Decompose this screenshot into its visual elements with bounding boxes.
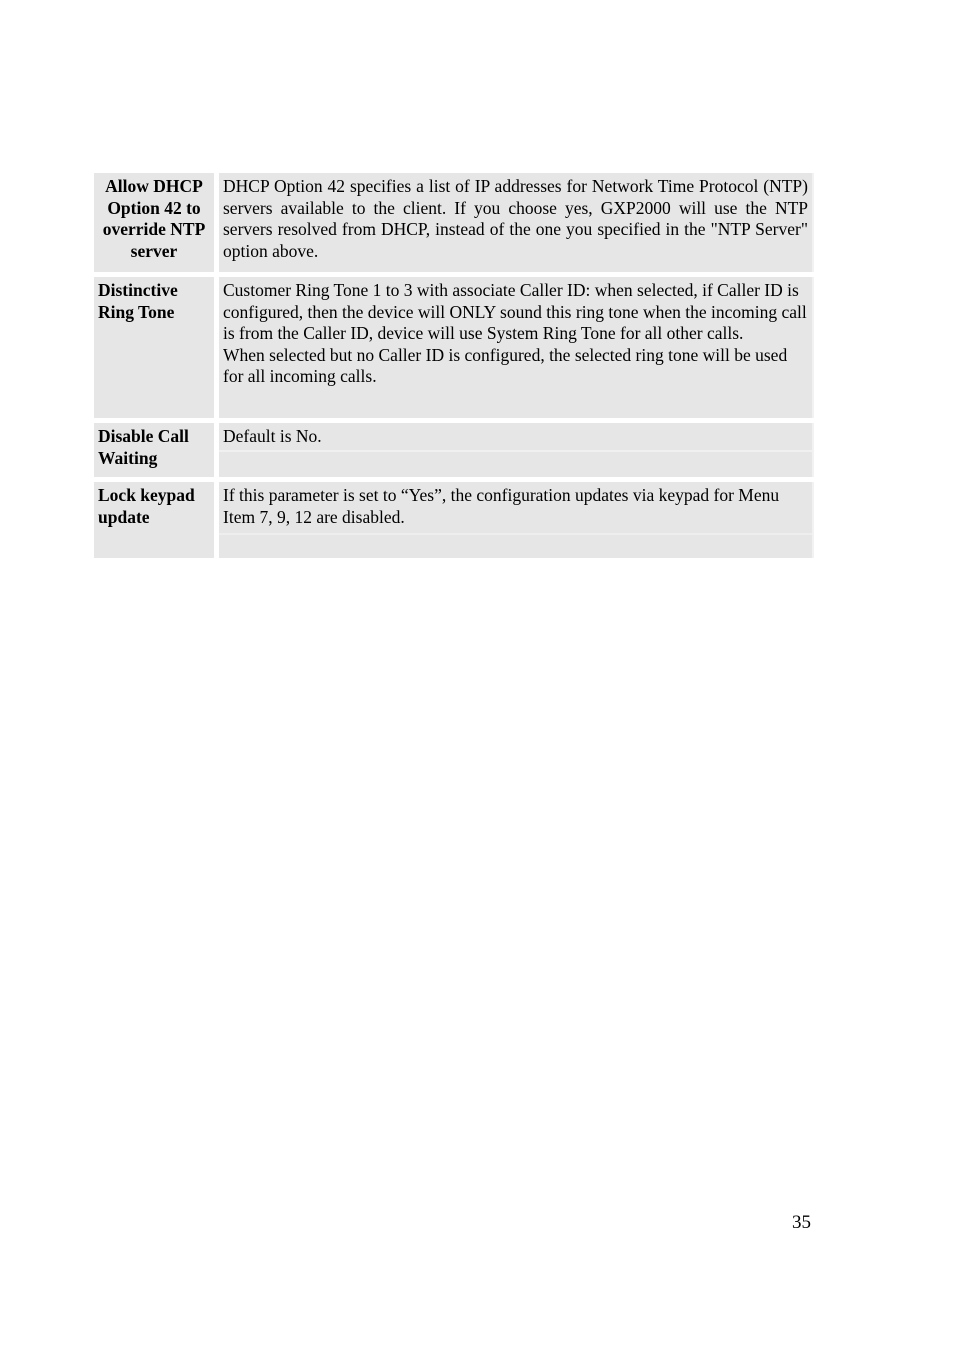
parameter-description	[219, 423, 814, 477]
parameter-table	[94, 173, 814, 563]
table-row	[94, 173, 814, 272]
description-paragraph: When selected but no Caller ID is configured, the selected ring tone will be used for all incoming calls.	[223, 344, 788, 386]
page-number: 35	[792, 1212, 811, 1233]
parameter-name: Distinctive Ring Tone	[94, 277, 219, 418]
description-paragraph: Customer Ring Tone 1 to 3 with associate Caller ID: when selected, if Caller ID is configured, then the device will ONLY sound this ring tone when the incoming call is from the Caller ID, device will use System Ring Tone for all other calls.	[223, 280, 807, 343]
table-row	[94, 423, 814, 477]
parameter-name: Lock keypad update	[94, 482, 219, 558]
parameter-description	[219, 482, 814, 558]
parameter-description	[219, 173, 814, 272]
parameter-name: Allow DHCP Option 42 to override NTP server	[94, 173, 219, 272]
parameter-name: Disable Call Waiting	[94, 423, 219, 477]
description-paragraph: DHCP Option 42 specifies a list of IP addresses for Network Time Protocol (NTP) servers available to the client. If you choose yes, GXP2000 will use the NTP servers resolved from DHCP, instead of the one you specified in the "NTP Server" option above.	[223, 176, 808, 261]
description-paragraph: If this parameter is set to “Yes”, the configuration updates via keypad for Menu Item 7, 9, 12 are disabled.	[223, 485, 780, 527]
parameter-description	[219, 277, 814, 418]
table-row	[94, 482, 814, 558]
description-paragraph: Default is No.	[223, 426, 322, 446]
table-row	[94, 277, 814, 418]
